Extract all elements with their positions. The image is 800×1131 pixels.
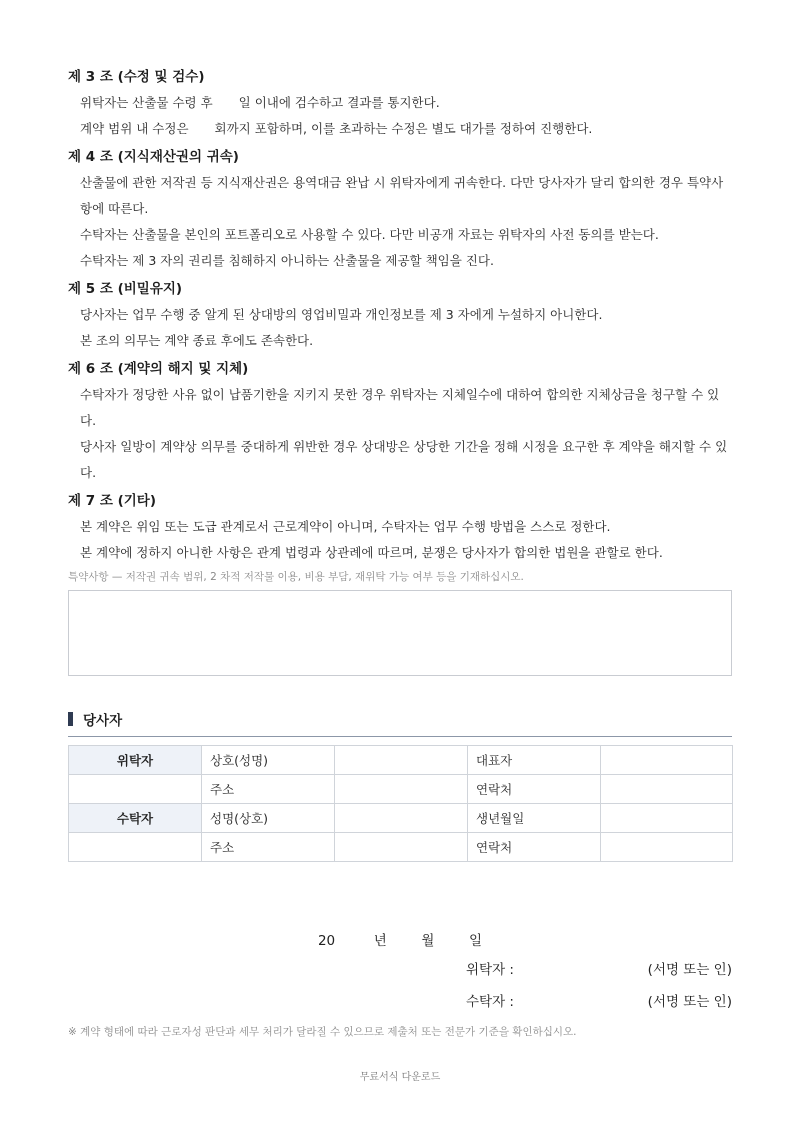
field-label: 대표자: [468, 746, 601, 775]
article-title: 제 4 조 (지식재산권의 귀속): [68, 149, 239, 165]
signature-placeholder[interactable]: (서명 또는 인): [647, 994, 732, 1010]
article-line: 당사자 일방이 계약상 의무를 중대하게 위반한 경우 상대방은 상당한 기간을 정해 시정을 요구한 후 계약을 해지할 수 있: [80, 439, 728, 454]
article-line: 다.: [80, 465, 97, 480]
article-line: 산출물에 관한 저작권 등 지식재산권은 용역대금 완납 시 위탁자에게 귀속한다. 다만 당사자가 달리 합의한 경우 특약사: [80, 175, 724, 190]
line-text: 계약 범위 내 수정은: [80, 121, 189, 136]
field-input[interactable]: [335, 746, 468, 775]
table-row: [69, 833, 733, 862]
article-line: 다.: [80, 413, 97, 428]
field-label: 성명(상호): [202, 804, 335, 833]
article-line: [68, 116, 732, 142]
field-label: 생년월일: [468, 804, 601, 833]
signature-placeholder[interactable]: (서명 또는 인): [647, 962, 732, 978]
line-text: 일 이내에 검수하고 결과를 통지한다.: [238, 95, 440, 110]
field-input[interactable]: [601, 775, 733, 804]
footnote: ※ 계약 형태에 따라 근로자성 판단과 세무 처리가 달라질 수 있으므로 제출처 또는 전문가 기준을 확인하십시오.: [68, 1026, 577, 1038]
article-3: [68, 64, 732, 142]
field-input[interactable]: [601, 833, 733, 862]
role-cell: [69, 833, 202, 862]
table-row: [69, 746, 733, 775]
parties-table: [68, 745, 733, 862]
table-row: [69, 804, 733, 833]
article-4: [68, 144, 732, 274]
contract-body: [68, 64, 732, 862]
footer-link[interactable]: 무료서식 다운로드: [359, 1072, 441, 1083]
signature-contractor: [466, 990, 732, 1014]
section-divider: [68, 736, 732, 737]
special-terms-field[interactable]: [68, 590, 732, 676]
article-title: 제 6 조 (계약의 해지 및 지체): [68, 361, 249, 377]
article-line: 수탁자는 제 3 자의 권리를 침해하지 아니하는 산출물을 제공할 책임을 진다.: [80, 253, 494, 268]
field-label: 주소: [202, 833, 335, 862]
section-marker: [68, 712, 73, 726]
month-label: 월: [421, 933, 435, 949]
field-input[interactable]: [335, 804, 468, 833]
parties-header: [68, 708, 732, 730]
article-7: [68, 488, 732, 566]
field-input[interactable]: [601, 746, 733, 775]
signature-label: 수탁자 :: [466, 994, 514, 1010]
article-line: 수탁자가 정당한 사유 없이 납품기한을 지키지 못한 경우 위탁자는 지체일수에 대하여 합의한 지체상금을 청구할 수 있: [80, 387, 720, 402]
field-input[interactable]: [335, 833, 468, 862]
article-line: 항에 따른다.: [80, 201, 149, 216]
field-label: 연락처: [468, 775, 601, 804]
article-line: 당사자는 업무 수행 중 알게 된 상대방의 영업비밀과 개인정보를 제 3 자에게 누설하지 아니한다.: [80, 307, 603, 322]
year-label: 년: [373, 933, 387, 949]
article-title: 제 5 조 (비밀유지): [68, 281, 183, 297]
field-label: 상호(성명): [202, 746, 335, 775]
signature-client: [466, 958, 732, 982]
article-line: 수탁자는 산출물을 본인의 포트폴리오로 사용할 수 있다. 다만 비공개 자료는 위탁자의 사전 동의를 받는다.: [80, 227, 659, 242]
line-text: 회까지 포함하며, 이를 초과하는 수정은 별도 대가를 정하여 진행한다.: [214, 121, 593, 136]
line-text: 위탁자는 산출물 수령 후: [80, 95, 213, 110]
article-line: 본 계약은 위임 또는 도급 관계로서 근로계약이 아니며, 수탁자는 업무 수행 방법을 스스로 정한다.: [80, 519, 611, 534]
field-label: 연락처: [468, 833, 601, 862]
contract-date: [0, 929, 800, 949]
field-input[interactable]: [335, 775, 468, 804]
special-note-label: 특약사항 — 저작권 귀속 범위, 2 차적 저작물 이용, 비용 부담, 재위탁 가능 여부 등을 기재하십시오.: [68, 571, 524, 583]
role-cell: 위탁자: [69, 746, 202, 775]
field-input[interactable]: [601, 804, 733, 833]
article-line: 본 조의 의무는 계약 종료 후에도 존속한다.: [80, 333, 314, 348]
article-line: [68, 90, 732, 116]
table-row: [69, 775, 733, 804]
year-prefix: 20: [317, 933, 336, 949]
article-title: 제 7 조 (기타): [68, 493, 156, 509]
article-line: 본 계약에 정하지 아니한 사항은 관계 법령과 상관례에 따르며, 분쟁은 당사자가 합의한 법원을 관할로 한다.: [80, 545, 663, 560]
field-label: 주소: [202, 775, 335, 804]
role-cell: 수탁자: [69, 804, 202, 833]
role-cell: [69, 775, 202, 804]
day-label: 일: [469, 933, 483, 949]
article-5: [68, 276, 732, 354]
section-title: 당사자: [83, 713, 123, 729]
article-title: 제 3 조 (수정 및 검수): [68, 69, 205, 85]
signature-label: 위탁자 :: [466, 962, 514, 978]
article-6: [68, 356, 732, 486]
